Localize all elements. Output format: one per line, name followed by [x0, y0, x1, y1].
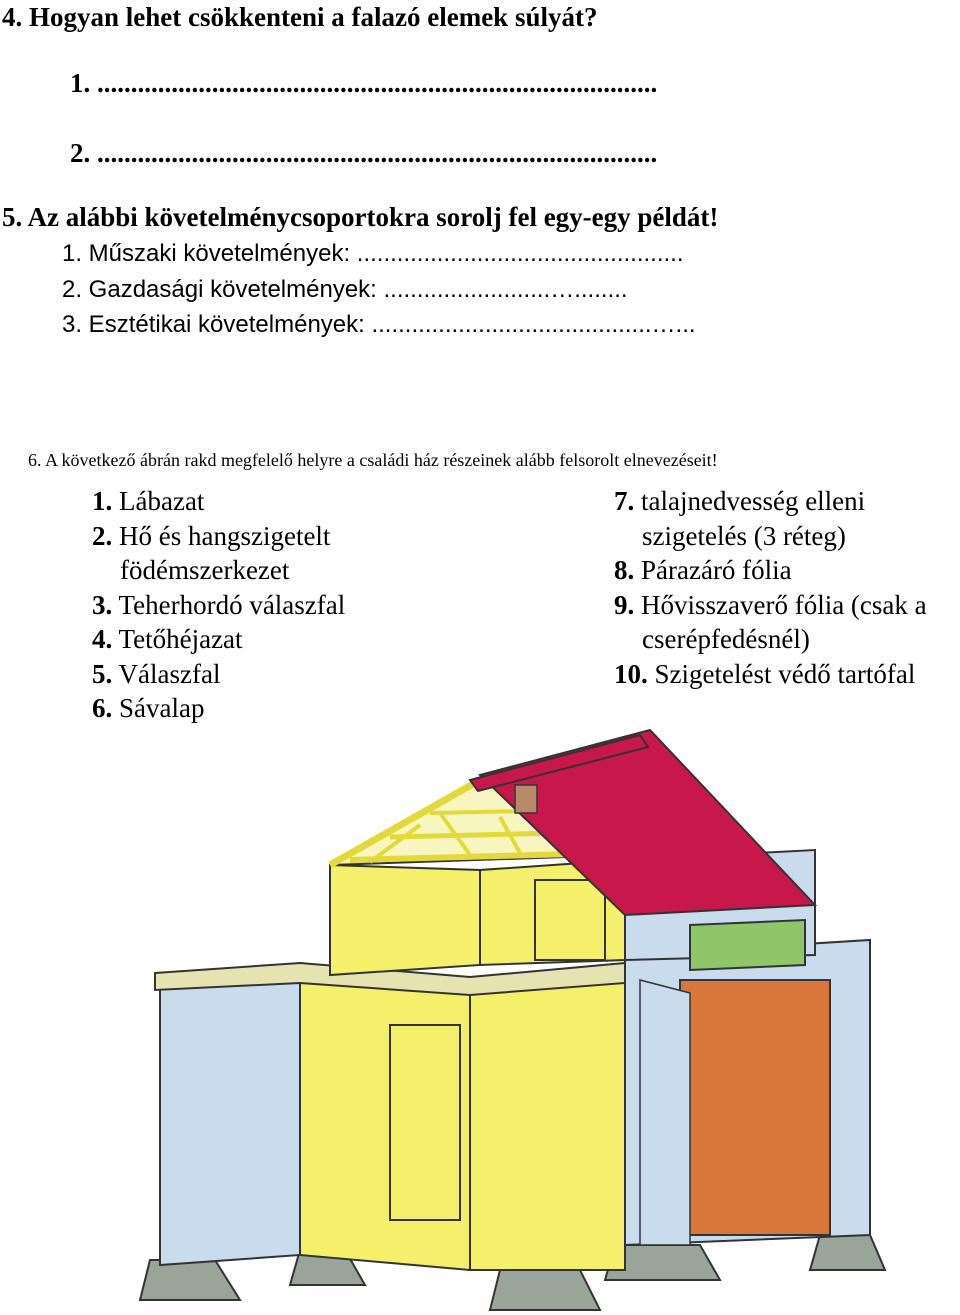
list-item: 3. Teherhordó válaszfal — [92, 589, 346, 620]
list-item: 8. Párazáró fólia — [614, 555, 792, 585]
question-5-title: 5. Az alábbi követelménycsoportokra sorolj fel egy-egy példát! — [2, 202, 719, 232]
list-item-continuation: szigetelés (3 réteg) — [642, 520, 846, 551]
requirement-economic: 2. Gazdasági követelmények: .........................…........ — [62, 276, 628, 303]
answer-line-2: 2. ................................................................................... — [70, 138, 658, 168]
list-item: 1. Lábazat — [92, 486, 205, 516]
chimney — [515, 785, 537, 813]
answer-line-1: 1. ................................................................................... — [70, 68, 658, 98]
requirement-technical: 1. Műszaki követelmények: ................................................. — [62, 240, 684, 267]
question-4-title: 4. Hogyan lehet csökkenteni a falazó elemek súlyát? — [2, 2, 598, 32]
list-item: 5. Válaszfal — [92, 658, 221, 689]
parts-list-right — [614, 484, 927, 691]
brick-wall — [680, 980, 830, 1235]
list-item: 4. Tetőhéjazat — [92, 624, 243, 654]
list-item: 10. Szigetelést védő tartófal — [614, 658, 916, 689]
parts-list-left — [92, 484, 345, 726]
house-cross-section-illustration — [0, 725, 960, 1315]
question-6-title: 6. A következő ábrán rakd megfelelő helyre a családi ház részeinek alább felsorolt elnevezéseit! — [28, 450, 718, 470]
list-item: 9. Hővisszaverő fólia (csak a — [614, 589, 927, 620]
doorway — [390, 1025, 460, 1220]
list-item-continuation: cserépfedésnél) — [642, 624, 810, 654]
upper-doorway — [535, 880, 605, 960]
list-item: 7. talajnedvesség elleni — [614, 486, 866, 516]
balcony-insulation — [690, 920, 805, 970]
list-item-continuation: födémszerkezet — [120, 555, 290, 585]
list-item: 2. Hő és hangszigetelt — [92, 520, 331, 551]
requirement-aesthetic: 3. Esztétikai követelmények: ..........................................…... — [62, 311, 696, 338]
list-item: 6. Sávalap — [92, 693, 205, 723]
